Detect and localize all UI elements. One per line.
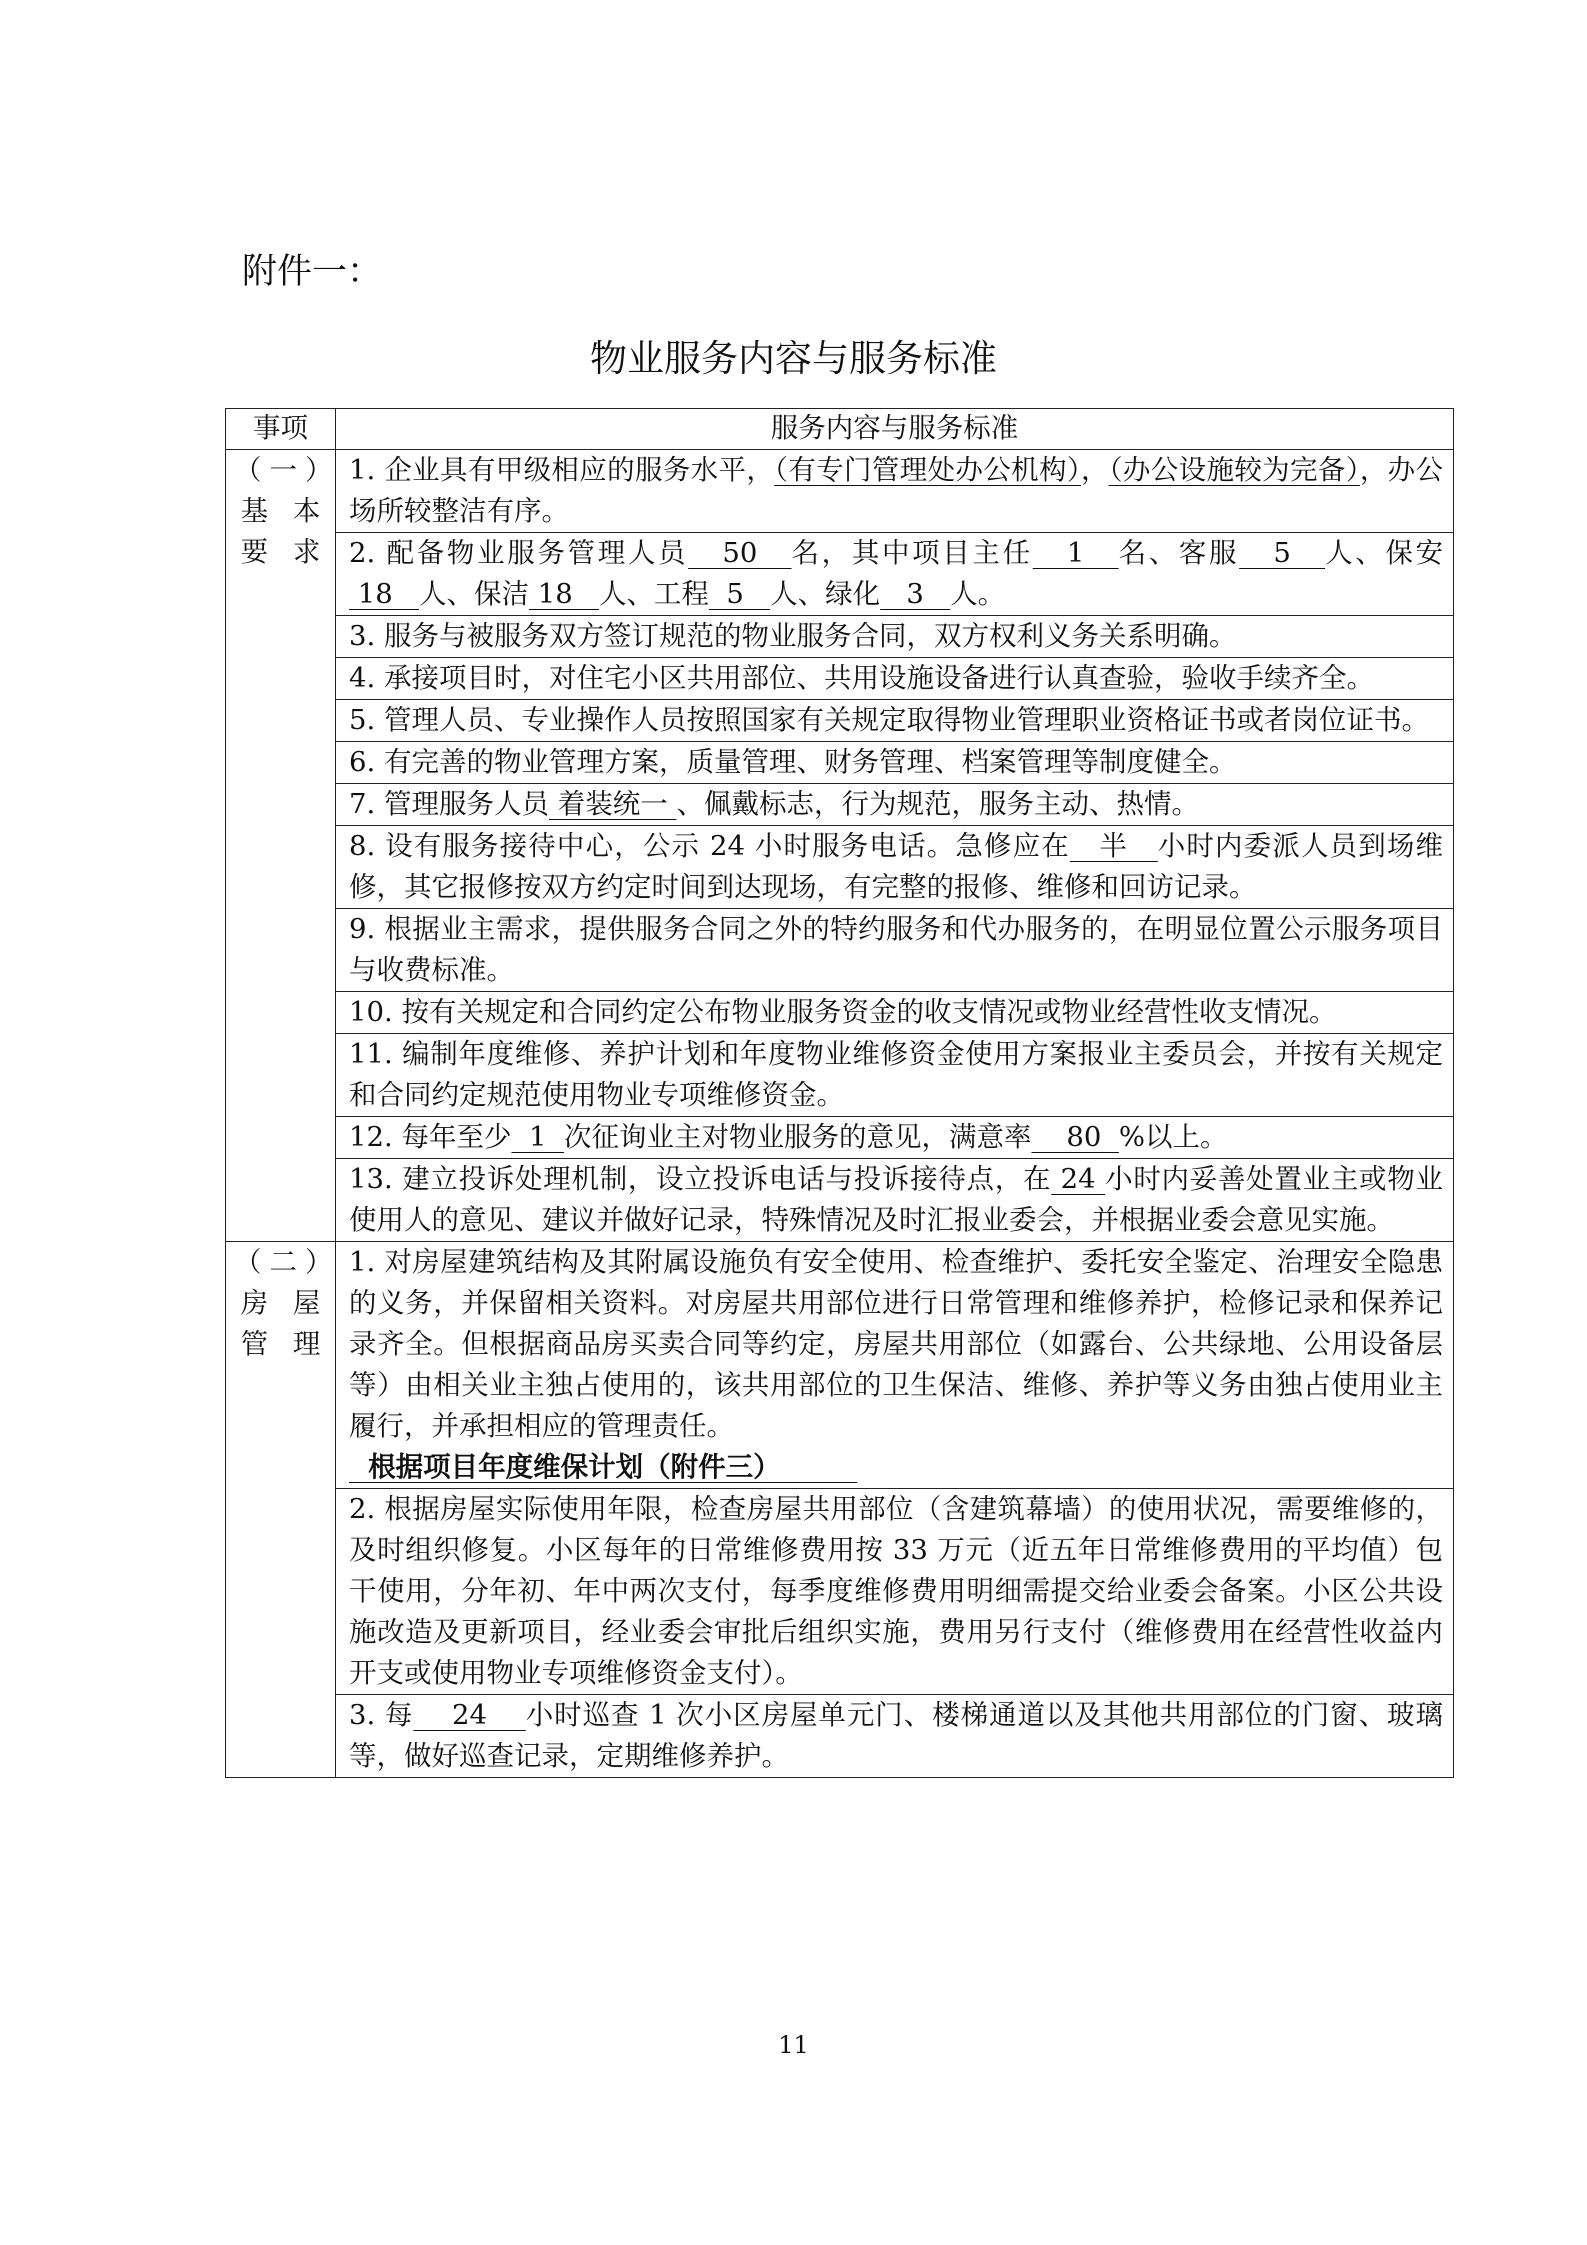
section-label-basic-requirements: （一） 基 本 要 求 bbox=[226, 450, 336, 1242]
table-row bbox=[226, 1117, 1454, 1159]
table-row bbox=[226, 742, 1454, 784]
service-standard-table bbox=[225, 408, 1454, 1778]
col-header-item: 事项 bbox=[226, 409, 336, 450]
table-row bbox=[226, 658, 1454, 700]
table-row bbox=[226, 1159, 1454, 1242]
list-item: 1. 企业具有甲级相应的服务水平，（有专门管理处办公机构），（办公设施较为完备），办公场所较整洁有序。 bbox=[336, 450, 1454, 533]
list-item: 5. 管理人员、专业操作人员按照国家有关规定取得物业管理职业资格证书或者岗位证书。 bbox=[336, 700, 1454, 742]
table-header-row bbox=[226, 409, 1454, 450]
table-row bbox=[226, 992, 1454, 1034]
list-item: 1. 对房屋建筑结构及其附属设施负有安全使用、检查维护、委托安全鉴定、治理安全隐患的义务，并保留相关资料。对房屋共用部位进行日常管理和维修养护，检修记录和保养记录齐全。但根据商品房买卖合同等约定，房屋共用部位（如露台、公共绿地、公用设备层等）由相关业主独占使用的，该共用部位的卫生保洁、维修、养护等义务由独占使用业主履行，并承担相应的管理责任。 根据项目年度维保计划（附件三） bbox=[336, 1242, 1454, 1489]
list-item: 6. 有完善的物业管理方案，质量管理、财务管理、档案管理等制度健全。 bbox=[336, 742, 1454, 784]
document-title: 物业服务内容与服务标准 bbox=[590, 337, 997, 380]
table-row bbox=[226, 784, 1454, 826]
table-row bbox=[226, 700, 1454, 742]
section-label-housing-management: （二） 房 屋 管 理 bbox=[226, 1242, 336, 1778]
list-item: 13. 建立投诉处理机制，设立投诉电话与投诉接待点，在 24 小时内妥善处置业主或物业使用人的意见、建议并做好记录，特殊情况及时汇报业委会，并根据业委会意见实施。 bbox=[336, 1159, 1454, 1242]
table-row bbox=[226, 616, 1454, 658]
list-item: 11. 编制年度维修、养护计划和年度物业维修资金使用方案报业主委员会，并按有关规定和合同约定规范使用物业专项维修资金。 bbox=[336, 1034, 1454, 1117]
list-item: 9. 根据业主需求，提供服务合同之外的特约服务和代办服务的，在明显位置公示服务项目与收费标准。 bbox=[336, 909, 1454, 992]
list-item: 8. 设有服务接待中心，公示 24 小时服务电话。急修应在 半 小时内委派人员到场维修，其它报修按双方约定时间到达现场，有完整的报修、维修和回访记录。 bbox=[336, 826, 1454, 909]
list-item: 12. 每年至少 1 次征询业主对物业服务的意见，满意率 80 %以上。 bbox=[336, 1117, 1454, 1159]
maintenance-plan-note: 根据项目年度维保计划（附件三） bbox=[349, 1451, 858, 1483]
table-row bbox=[226, 1695, 1454, 1778]
list-item: 3. 每 24 小时巡查 1 次小区房屋单元门、楼梯通道以及其他共用部位的门窗、玻璃等，做好巡查记录，定期维修养护。 bbox=[336, 1695, 1454, 1778]
list-item: 2. 配备物业服务管理人员 50 名，其中项目主任 1 名、客服 5 人、保安 18 人、保洁 18 人、工程 5 人、绿化 3 人。 bbox=[336, 533, 1454, 616]
list-item: 7. 管理服务人员 着装统一 、佩戴标志，行为规范，服务主动、热情。 bbox=[336, 784, 1454, 826]
attachment-label: 附件一： bbox=[242, 252, 383, 292]
list-item: 10. 按有关规定和合同约定公布物业服务资金的收支情况或物业经营性收支情况。 bbox=[336, 992, 1454, 1034]
page-number: 11 bbox=[778, 2031, 809, 2059]
table-row bbox=[226, 533, 1454, 616]
table-row bbox=[226, 1034, 1454, 1117]
table-row bbox=[226, 826, 1454, 909]
table-row bbox=[226, 1242, 1454, 1489]
table-row bbox=[226, 450, 1454, 533]
col-header-content: 服务内容与服务标准 bbox=[336, 409, 1454, 450]
table-row bbox=[226, 1489, 1454, 1695]
list-item: 4. 承接项目时，对住宅小区共用部位、共用设施设备进行认真查验，验收手续齐全。 bbox=[336, 658, 1454, 700]
list-item: 2. 根据房屋实际使用年限，检查房屋共用部位（含建筑幕墙）的使用状况，需要维修的，及时组织修复。小区每年的日常维修费用按 33 万元（近五年日常维修费用的平均值）包干使用，分年初、年中两次支付，每季度维修费用明细需提交给业委会备案。小区公共设施改造及更新项目，经业委会审批后组织实施，费用另行支付（维修费用在经营性收益内开支或使用物业专项维修资金支付）。 bbox=[336, 1489, 1454, 1695]
list-item: 3. 服务与被服务双方签订规范的物业服务合同，双方权利义务关系明确。 bbox=[336, 616, 1454, 658]
table-row bbox=[226, 909, 1454, 992]
